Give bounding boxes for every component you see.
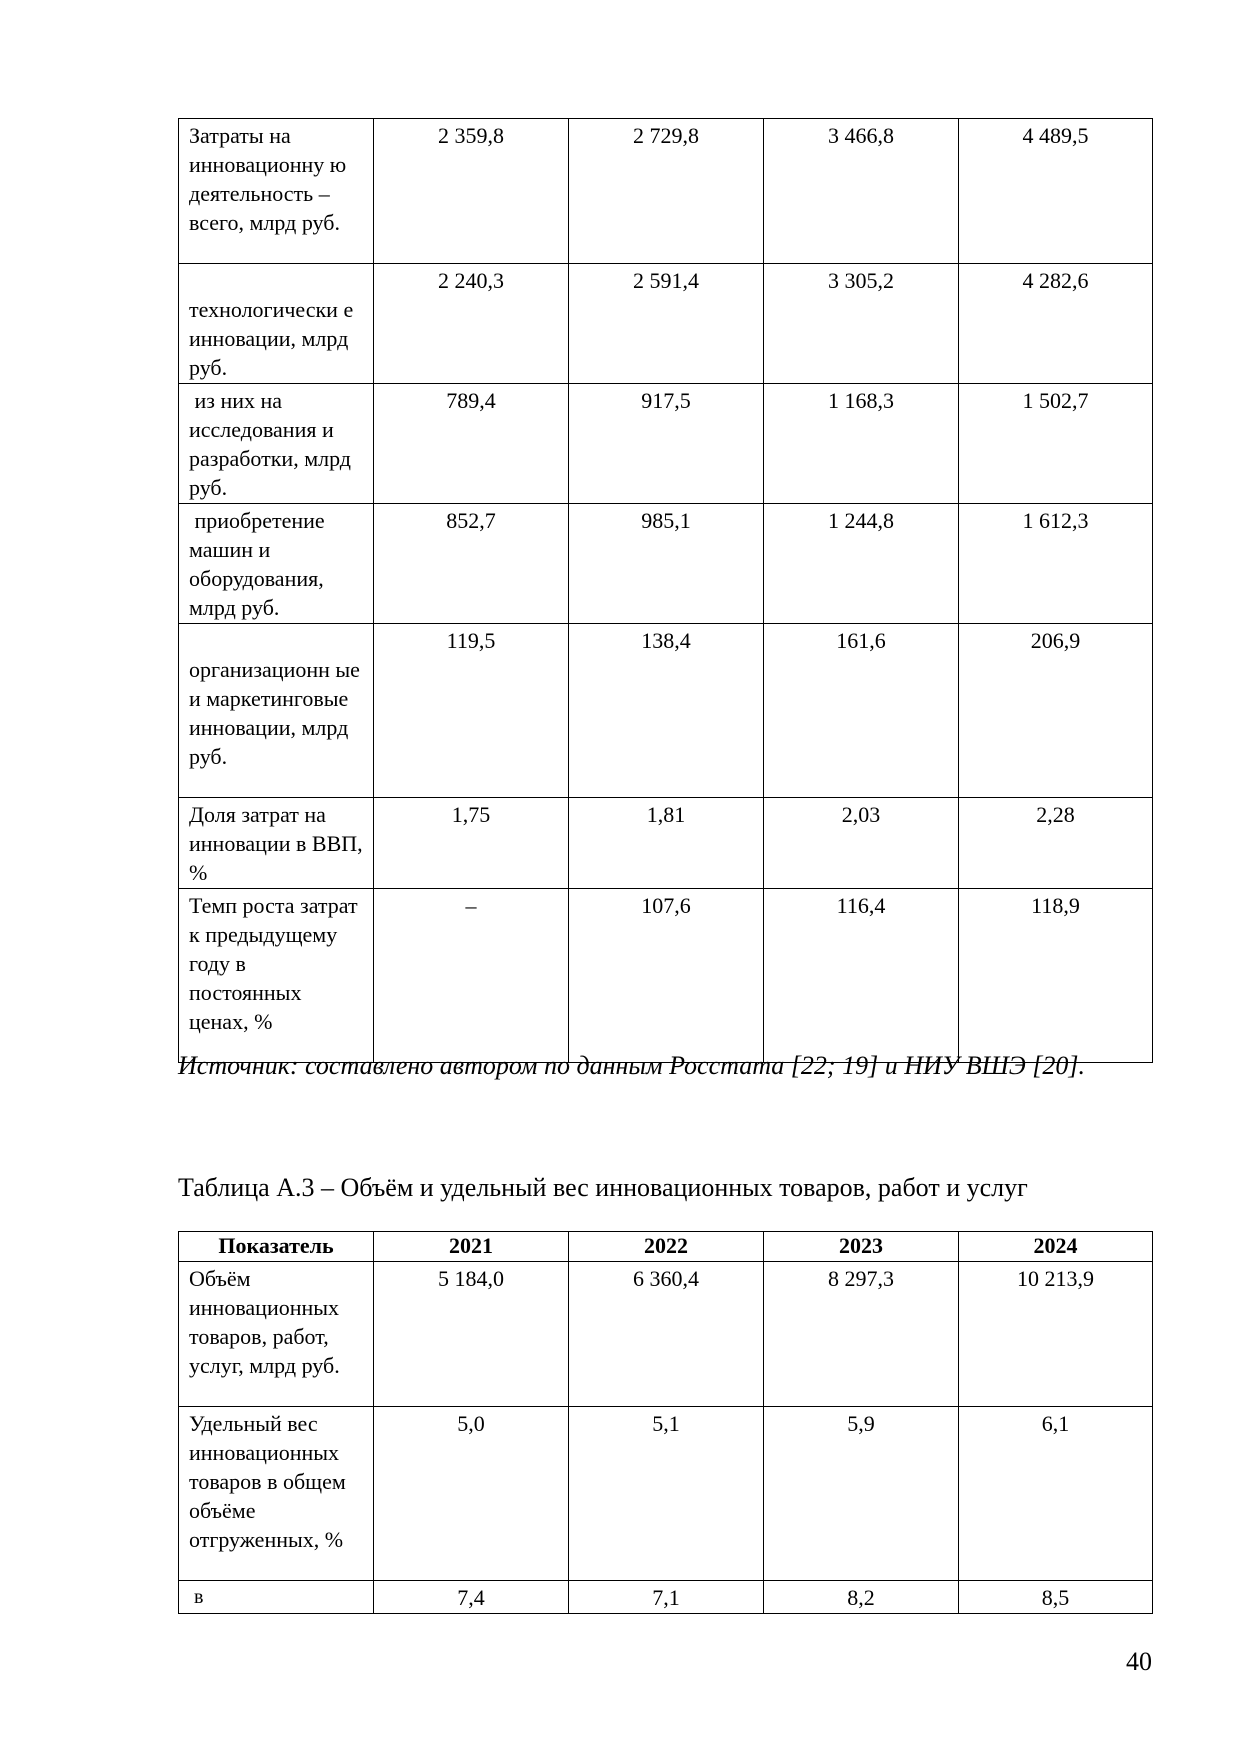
cell-value: 8 297,3 — [764, 1262, 959, 1407]
cell-value: 4 489,5 — [959, 119, 1153, 264]
row-label: Темп роста затрат к предыдущему году в постоянных ценах, % — [179, 889, 374, 1063]
cell-value: 161,6 — [764, 624, 959, 798]
cell-value: 107,6 — [569, 889, 764, 1063]
innovation-costs-table — [178, 118, 1153, 1063]
source-note: Источник: составлено автором по данным Росстата [22; 19] и НИУ ВШЭ [20]. — [178, 1051, 1086, 1080]
cell-value: 2 240,3 — [374, 264, 569, 384]
row-label: Объём инновационных товаров, работ, услуг, млрд руб. — [179, 1262, 374, 1407]
cell-value: 985,1 — [569, 504, 764, 624]
cell-value: – — [374, 889, 569, 1063]
cell-value: 119,5 — [374, 624, 569, 798]
row-label: Затраты на инновационну ю деятельность – всего, млрд руб. — [179, 119, 374, 264]
cell-value: 118,9 — [959, 889, 1153, 1063]
table-caption: Таблица А.3 – Объём и удельный вес инновационных товаров, работ и услуг — [178, 1173, 1028, 1202]
row-label: Удельный вес инновационных товаров в общем объёме отгруженных, % — [179, 1407, 374, 1581]
cell-value: 206,9 — [959, 624, 1153, 798]
table-row — [179, 798, 1153, 889]
row-label: Доля затрат на инновации в ВВП, % — [179, 798, 374, 889]
cell-value: 1 612,3 — [959, 504, 1153, 624]
cell-value: 1,75 — [374, 798, 569, 889]
cell-value: 852,7 — [374, 504, 569, 624]
row-label: организационн ые и маркетинговые инновации, млрд руб. — [179, 624, 374, 798]
page-number: 40 — [1126, 1647, 1152, 1676]
table-row — [179, 384, 1153, 504]
table-row — [179, 504, 1153, 624]
column-header: 2022 — [569, 1232, 764, 1262]
cell-value: 1 244,8 — [764, 504, 959, 624]
cell-value: 1 502,7 — [959, 384, 1153, 504]
cell-value: 5 184,0 — [374, 1262, 569, 1407]
row-label: приобретение машин и оборудования, млрд руб. — [179, 504, 374, 624]
cell-value: 917,5 — [569, 384, 764, 504]
cell-value: 116,4 — [764, 889, 959, 1063]
column-header: 2024 — [959, 1232, 1153, 1262]
cell-value: 1 168,3 — [764, 384, 959, 504]
cell-value: 5,0 — [374, 1407, 569, 1581]
cell-value: 10 213,9 — [959, 1262, 1153, 1407]
cell-value: 2 729,8 — [569, 119, 764, 264]
row-label: технологически е инновации, млрд руб. — [179, 264, 374, 384]
cell-value: 2 591,4 — [569, 264, 764, 384]
table-row — [179, 624, 1153, 798]
table-row — [179, 1581, 1153, 1614]
cell-value: 8,5 — [959, 1581, 1153, 1614]
column-header: 2021 — [374, 1232, 569, 1262]
innovative-goods-table — [178, 1231, 1153, 1614]
table-header-row — [179, 1232, 1153, 1262]
cell-value: 2,28 — [959, 798, 1153, 889]
cell-value: 789,4 — [374, 384, 569, 504]
column-header: Показатель — [179, 1232, 374, 1262]
cell-value: 8,2 — [764, 1581, 959, 1614]
cell-value: 2 359,8 — [374, 119, 569, 264]
cell-value: 7,1 — [569, 1581, 764, 1614]
cell-value: 7,4 — [374, 1581, 569, 1614]
cell-value: 3 466,8 — [764, 119, 959, 264]
cell-value: 4 282,6 — [959, 264, 1153, 384]
cell-value: 2,03 — [764, 798, 959, 889]
cell-value: 3 305,2 — [764, 264, 959, 384]
cell-value: 5,9 — [764, 1407, 959, 1581]
table-row — [179, 119, 1153, 264]
table-row — [179, 1407, 1153, 1581]
cell-value: 1,81 — [569, 798, 764, 889]
table-row — [179, 1262, 1153, 1407]
row-label: из них на исследования и разработки, млрд руб. — [179, 384, 374, 504]
cell-value: 6,1 — [959, 1407, 1153, 1581]
cell-value: 6 360,4 — [569, 1262, 764, 1407]
row-label: в — [179, 1581, 374, 1614]
cell-value: 5,1 — [569, 1407, 764, 1581]
cell-value: 138,4 — [569, 624, 764, 798]
table-row — [179, 264, 1153, 384]
table-row — [179, 889, 1153, 1063]
column-header: 2023 — [764, 1232, 959, 1262]
